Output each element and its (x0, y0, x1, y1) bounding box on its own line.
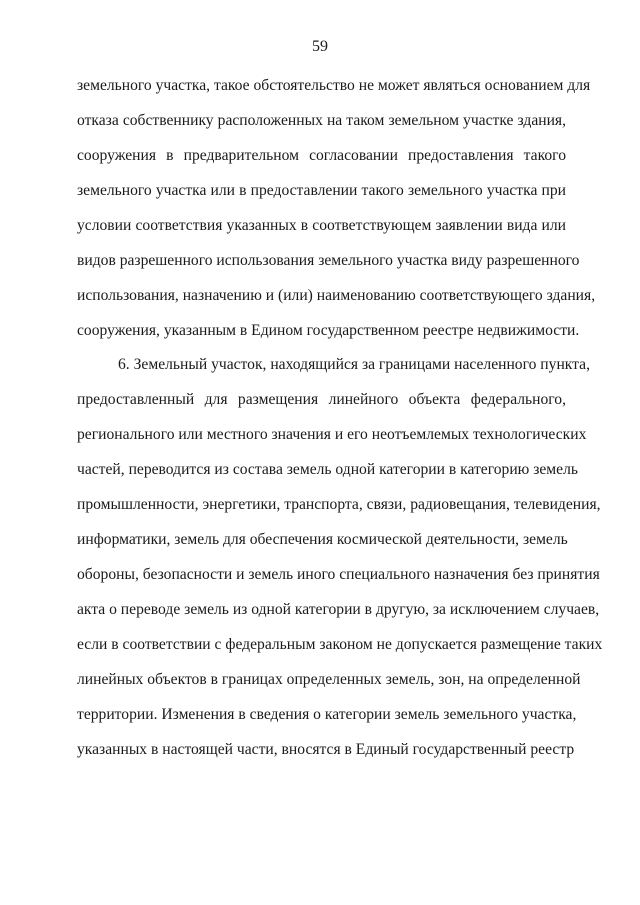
text-line: условии соответствия указанных в соответствующем заявлении вида или (77, 217, 566, 234)
text-line: сооружения, указанным в Едином государственном реестре недвижимости. (77, 322, 580, 339)
text-line: отказа собственнику расположенных на таком земельном участке здания, (77, 112, 566, 129)
text-line: земельного участка, такое обстоятельство не может являться основанием для (77, 77, 591, 94)
text-line: акта о переводе земель из одной категории в другую, за исключением случаев, (77, 601, 600, 618)
text-line: линейных объектов в границах определенных земель, зон, на определенной (77, 671, 581, 688)
text-line: частей, переводится из состава земель одной категории в категорию земель (77, 461, 578, 478)
text-line: использования, назначению и (или) наименованию соответствующего здания, (77, 287, 596, 304)
text-line: земельного участка или в предоставлении такого земельного участка при (77, 182, 566, 199)
text-line: сооружения в предварительном согласовании предоставления такого (77, 147, 566, 164)
text-line: промышленности, энергетики, транспорта, связи, радиовещания, телевидения, (77, 496, 601, 513)
text-line: обороны, безопасности и земель иного специального назначения без принятия (77, 566, 600, 583)
text-line: регионального или местного значения и его неотъемлемых технологических (77, 426, 587, 443)
text-line: видов разрешенного использования земельного участка виду разрешенного (77, 252, 580, 269)
text-line: предоставленный для размещения линейного объекта федерального, (77, 391, 566, 408)
page-number: 59 (312, 38, 328, 55)
text-line: информатики, земель для обеспечения космической деятельности, земель (77, 531, 568, 548)
text-line: если в соответствии с федеральным законом не допускается размещение таких (77, 636, 603, 653)
text-line: территории. Изменения в сведения о категории земель земельного участка, (77, 706, 577, 723)
text-line: указанных в настоящей части, вносятся в Единый государственный реестр (77, 741, 575, 758)
paragraph-first-line: 6. Земельный участок, находящийся за границами населенного пункта, (118, 356, 590, 373)
